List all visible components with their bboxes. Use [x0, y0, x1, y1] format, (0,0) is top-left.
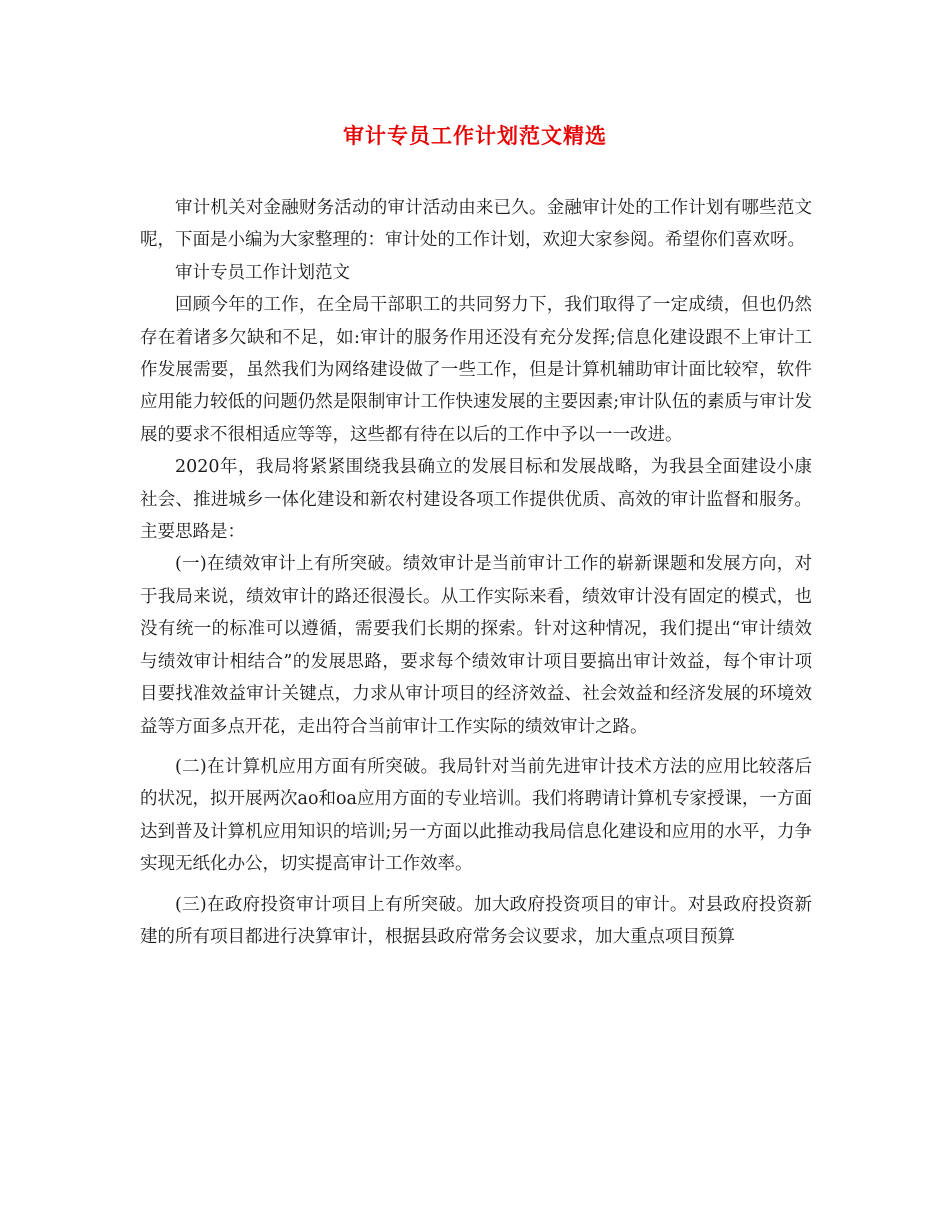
paragraph-intro: 审计机关对金融财务活动的审计活动由来已久。金融审计处的工作计划有哪些范文呢，下面是小编为大家整理的：审计处的工作计划，欢迎大家参阅。希望你们喜欢呀。	[140, 198, 812, 251]
document-title: 审计专员工作计划范文精选	[343, 123, 607, 148]
paragraph-point-2: (二)在计算机应用方面有所突破。我局针对当前先进审计技术方法的应用比较落后的状况，拟开展两次ao和oa应用方面的专业培训。我们将聘请计算机专家授课，一方面达到普及计算机应用知识的培训;另一方面以此推动我局信息化建设和应用的水平，力争实现无纸化办公，切实提高审计工作效率。	[140, 756, 812, 875]
paragraph-point-1: (一)在绩效审计上有所突破。绩效审计是当前审计工作的崭新课题和发展方向，对于我局来说，绩效审计的路还很漫长。从工作实际来看，绩效审计没有固定的模式，也没有统一的标准可以遵循，需要我们长期的探索。针对这种情况，我们提出“审计绩效与绩效审计相结合”的发展思路，要求每个绩效审计项目要搞出审计效益，每个审计项目要找准效益审计关键点，力求从审计项目的经济效益、社会效益和经济发展的环境效益等方面多点开花，走出符合当前审计工作实际的绩效审计之路。	[140, 554, 812, 737]
paragraph-point-3: (三)在政府投资审计项目上有所突破。加大政府投资项目的审计。对县政府投资新建的所有项目都进行决算审计，根据县政府常务会议要求，加大重点项目预算	[140, 894, 812, 947]
document-body	[140, 192, 812, 953]
paragraph-subheading: 审计专员工作计划范文	[175, 262, 350, 283]
paragraph-plan-2020: 2020年，我局将紧紧围绕我县确立的发展目标和发展战略，为我县全面建设小康社会、推进城乡一体化建设和新农村建设各项工作提供优质、高效的审计监督和服务。主要思路是：	[140, 457, 812, 543]
paragraph-review: 回顾今年的工作，在全局干部职工的共同努力下，我们取得了一定成绩，但也仍然存在着诸多欠缺和不足，如:审计的服务作用还没有充分发挥;信息化建设跟不上审计工作发展需要，虽然我们为网络建设做了一些工作，但是计算机辅助审计面比较窄，软件应用能力较低的问题仍然是限制审计工作快速发展的主要因素;审计队伍的素质与审计发展的要求不很相适应等等，这些都有待在以后的工作中予以一一改进。	[140, 295, 812, 445]
